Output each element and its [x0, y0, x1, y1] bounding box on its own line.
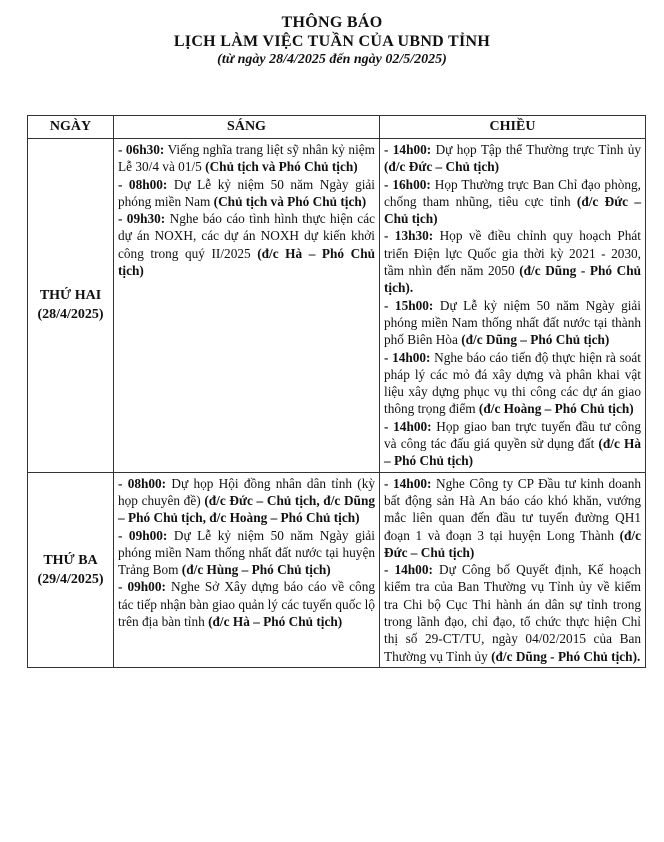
afternoon-cell: [380, 472, 646, 667]
date-range: (từ ngày 28/4/2025 đến ngày 02/5/2025): [217, 52, 447, 67]
day-cell: [28, 472, 114, 667]
day-name: THỨ BA: [43, 552, 98, 568]
schedule-item: - 09h00: Nghe Sở Xây dựng báo cáo về công tác tiếp nhận bàn giao quản lý các tuyến quốc lộ trên địa bàn tỉnh (đ/c Hà – Phó Chủ tịch): [118, 579, 375, 630]
schedule-item: - 14h00: Họp giao ban trực tuyến đầu tư công và công tác đấu giá quyền sử dụng đất (đ/c Hà – Phó Chủ tịch): [384, 418, 641, 469]
column-header-afternoon: CHIỀU: [380, 116, 646, 139]
schedule-item: - 06h30: Viếng nghĩa trang liệt sỹ nhân kỷ niệm Lễ 30/4 và 01/5 (Chủ tịch và Phó Chủ tịch): [118, 142, 376, 175]
schedule-item: - 14h00: Dự họp Tập thể Thường trực Tỉnh ủy (đ/c Đức – Chủ tịch): [384, 142, 642, 175]
schedule-item: - 08h00: Dự Lễ kỷ niệm 50 năm Ngày giải phóng miền Nam (Chủ tịch và Phó Chủ tịch): [118, 176, 376, 209]
schedule-item: - 14h00: Nghe báo cáo tiến độ thực hiện rà soát pháp lý các mỏ đá xây dựng và phân khai vật liệu xây dựng phục vụ thi công các dự án giao thông trọng điểm (đ/c Hoàng – Phó Chủ tịch): [384, 349, 641, 417]
morning-cell: [114, 472, 380, 667]
day-date: (28/4/2025): [37, 307, 104, 323]
schedule-item: - 09h30: Nghe báo cáo tình hình thực hiện các dự án NOXH, các dự án NOXH dự kiến khởi công trong quý II/2025 (đ/c Hà – Phó Chủ tịch): [118, 211, 376, 279]
schedule-item: - 14h00: Nghe Công ty CP Đầu tư kinh doanh bất động sản Hà An báo cáo khó khăn, vướng mắc liên quan đến đầu tư tuyến đường QH1 đoạn 1 và đoạn 3 tại huyện Long Thành (đ/c Đức – Chủ tịch): [384, 475, 642, 560]
schedule-item: - 13h30: Họp về điều chỉnh quy hoạch Phát triển Điện lực Quốc gia thời kỳ 2021 - 2030, tầm nhìn đến năm 2050 (đ/c Dũng - Phó Chủ tịch).: [384, 228, 641, 296]
day-date: (29/4/2025): [37, 571, 104, 587]
schedule-subtitle: LỊCH LÀM VIỆC TUẦN CỦA UBND TỈNH: [173, 33, 491, 50]
schedule-item: - 08h00: Dự họp Hội đồng nhân dân tỉnh (kỳ họp chuyên đề) (đ/c Đức – Chủ tịch, đ/c Dũng – Phó Chủ tịch, đ/c Hoàng – Phó Chủ tịch): [118, 475, 376, 526]
notice-title: THÔNG BÁO: [281, 14, 383, 31]
table-row: [28, 472, 646, 667]
day-name: THỨ HAI: [39, 288, 102, 304]
column-header-morning: SÁNG: [114, 116, 380, 139]
schedule-item: - 14h00: Dự Công bố Quyết định, Kế hoạch kiểm tra của Ban Thường vụ Tỉnh ủy về kiểm tra Chi bộ Cục Thi hành án dân sự tỉnh trong trong lãnh đạo, chỉ đạo, tổ chức thực hiện Chỉ thị số 29-CT/TU, ngày 04/02/2015 của Ban Thường vụ Tỉnh ủy (đ/c Dũng - Phó Chủ tịch).: [384, 562, 642, 664]
column-header-day: NGÀY: [28, 116, 114, 139]
morning-cell: [114, 139, 380, 473]
table-header-row: [28, 116, 646, 139]
schedule-item: - 15h00: Dự Lễ kỷ niệm 50 năm Ngày giải phóng miền Nam thống nhất đất nước tại thành phố Biên Hòa (đ/c Dũng – Phó Chủ tịch): [384, 297, 642, 348]
schedule-item: - 16h00: Họp Thường trực Ban Chỉ đạo phòng, chống tham nhũng, tiêu cực tỉnh (đ/c Đức – Chủ tịch): [384, 176, 641, 227]
schedule-item: - 09h00: Dự Lễ kỷ niệm 50 năm Ngày giải phóng miền Nam thống nhất đất nước tại huyện Trảng Bom (đ/c Hùng – Phó Chủ tịch): [118, 527, 376, 578]
schedule-table: [27, 115, 646, 668]
table-row: [28, 139, 646, 473]
afternoon-cell: [380, 139, 646, 473]
day-cell: [28, 139, 114, 473]
